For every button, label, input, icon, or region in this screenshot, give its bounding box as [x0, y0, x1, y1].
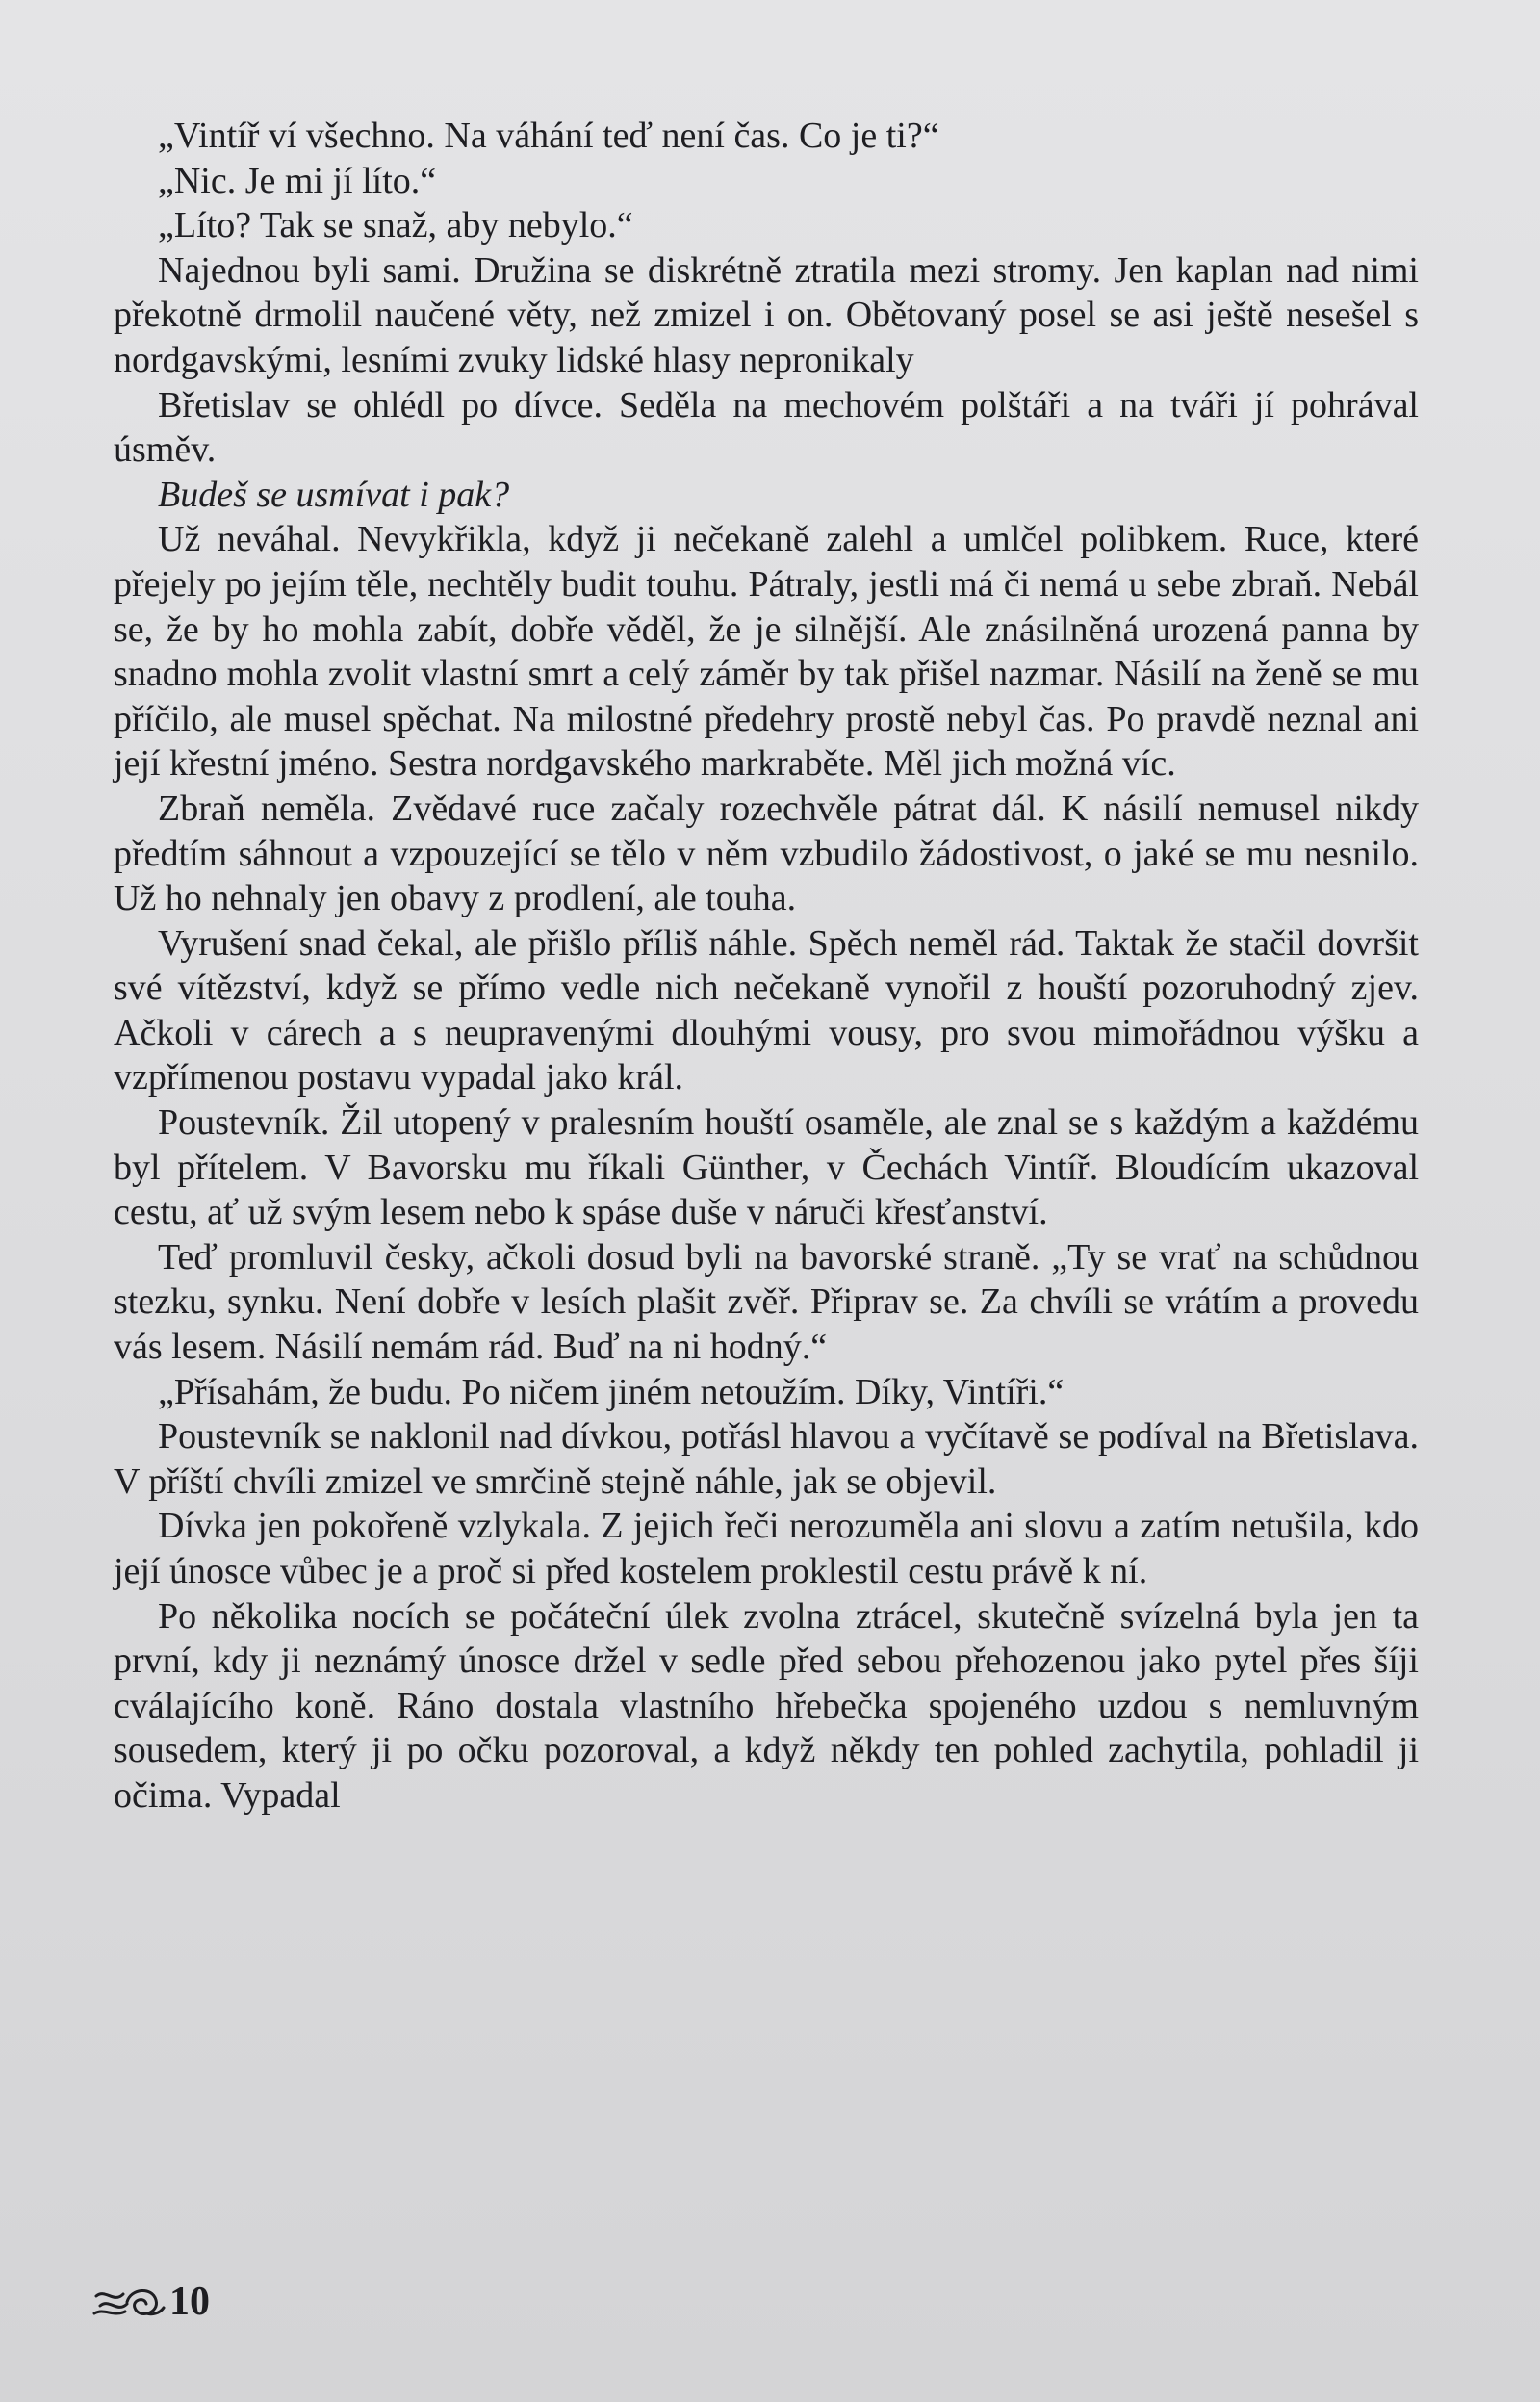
paragraph: „Přísahám, že budu. Po ničem jiném netoužím. Díky, Vintíři.“ [158, 1371, 1065, 1412]
paragraph: Po několika nocích se počáteční úlek zvolna ztrácel, skutečně svízelná byla jen ta první, kdy ji neznámý únosce držel v sedle před sebou přehozenou jako pytel přes šíji cválajícího koně. Ráno dostala vlastního hřebečka spojeného uzdou s nemluvným sousedem, který ji po očku pozoroval, a když někdy ten pohled zachytila, pohladil ji očima. Vypadal [114, 1595, 1419, 1816]
paragraph: „Líto? Tak se snaž, aby nebylo.“ [158, 205, 633, 246]
paragraph: Vyrušení snad čekal, ale přišlo příliš náhle. Spěch neměl rád. Taktak že stačil dovršit své vítězství, když se přímo vedle nich nečekaně vynořil z houští pozoruhodný zjev. Ačkoli v cárech a s neupravenými dlouhými vousy, pro svou mimořádnou výšku a vzpřímenou postavu vypadal jako král. [114, 922, 1419, 1098]
paragraph: „Vintíř ví všechno. Na váhání teď není čas. Co je ti?“ [158, 116, 939, 156]
body-text [114, 114, 1419, 1819]
fleuron-icon [92, 2283, 166, 2321]
paragraph: Poustevník. Žil utopený v pralesním houští osaměle, ale znal se s každým a každému byl přítelem. V Bavorsku mu říkali Günther, v Čechách Vintíř. Bloudícím ukazoval cestu, ať už svým lesem nebo k spáse duše v náruči křesťanství. [114, 1102, 1419, 1233]
paragraph: Už neváhal. Nevykřikla, když ji nečekaně zalehl a umlčel polibkem. Ruce, které přejely po jejím těle, nechtěly budit touhu. Pátraly, jestli má či nemá u sebe zbraň. Nebál se, že by ho mohla zabít, dobře věděl, že je silnější. Ale znásilněná urozená panna by snadno mohla zvolit vlastní smrt a celý záměr by tak přišel nazmar. Násilí na ženě se mu příčilo, ale musel spěchat. Na milostné předehry prostě nebyl čas. Po pravdě neznal ani její křestní jméno. Sestra nordgavského markraběte. Měl jich možná víc. [114, 519, 1419, 785]
paragraph: Dívka jen pokořeně vzlykala. Z jejich řeči nerozuměla ani slovu a zatím netušila, kdo její únosce vůbec je a proč si před kostelem proklestil cestu právě k ní. [114, 1506, 1419, 1591]
italic-thought: Budeš se usmívat i pak? [158, 474, 510, 515]
page-footer [92, 2282, 210, 2322]
paragraph: Břetislav se ohlédl po dívce. Seděla na mechovém polštáři a na tváři jí pohrával úsměv. [114, 384, 1419, 471]
paragraph: Poustevník se naklonil nad dívkou, potřásl hlavou a vyčítavě se podíval na Břetislava. V příští chvíli zmizel ve smrčině stejně náhle, jak se objevil. [114, 1416, 1419, 1502]
paragraph: „Nic. Je mi jí líto.“ [158, 160, 437, 201]
page-number: 10 [169, 2280, 210, 2324]
paragraph: Zbraň neměla. Zvědavé ruce začaly rozechvěle pátrat dál. K násilí nemusel nikdy předtím sáhnout a vzpouzející se tělo v něm vzbudilo žádostivost, o jaké se mu nesnilo. Už ho nehnaly jen obavy z prodlení, ale touha. [114, 788, 1419, 919]
paragraph: Teď promluvil česky, ačkoli dosud byli na bavorské straně. „Ty se vrať na schůdnou stezku, synku. Není dobře v lesích plašit zvěř. Připrav se. Za chvíli se vrátím a provedu vás lesem. Násilí nemám rád. Buď na ni hodný.“ [114, 1236, 1419, 1368]
paragraph: Najednou byli sami. Družina se diskrétně ztratila mezi stromy. Jen kaplan nad nimi překotně drmolil naučené věty, než zmizel i on. Obětovaný posel se asi ještě nesešel s nordgavskými, lesními zvuky lidské hlasy nepronikaly [114, 249, 1419, 380]
